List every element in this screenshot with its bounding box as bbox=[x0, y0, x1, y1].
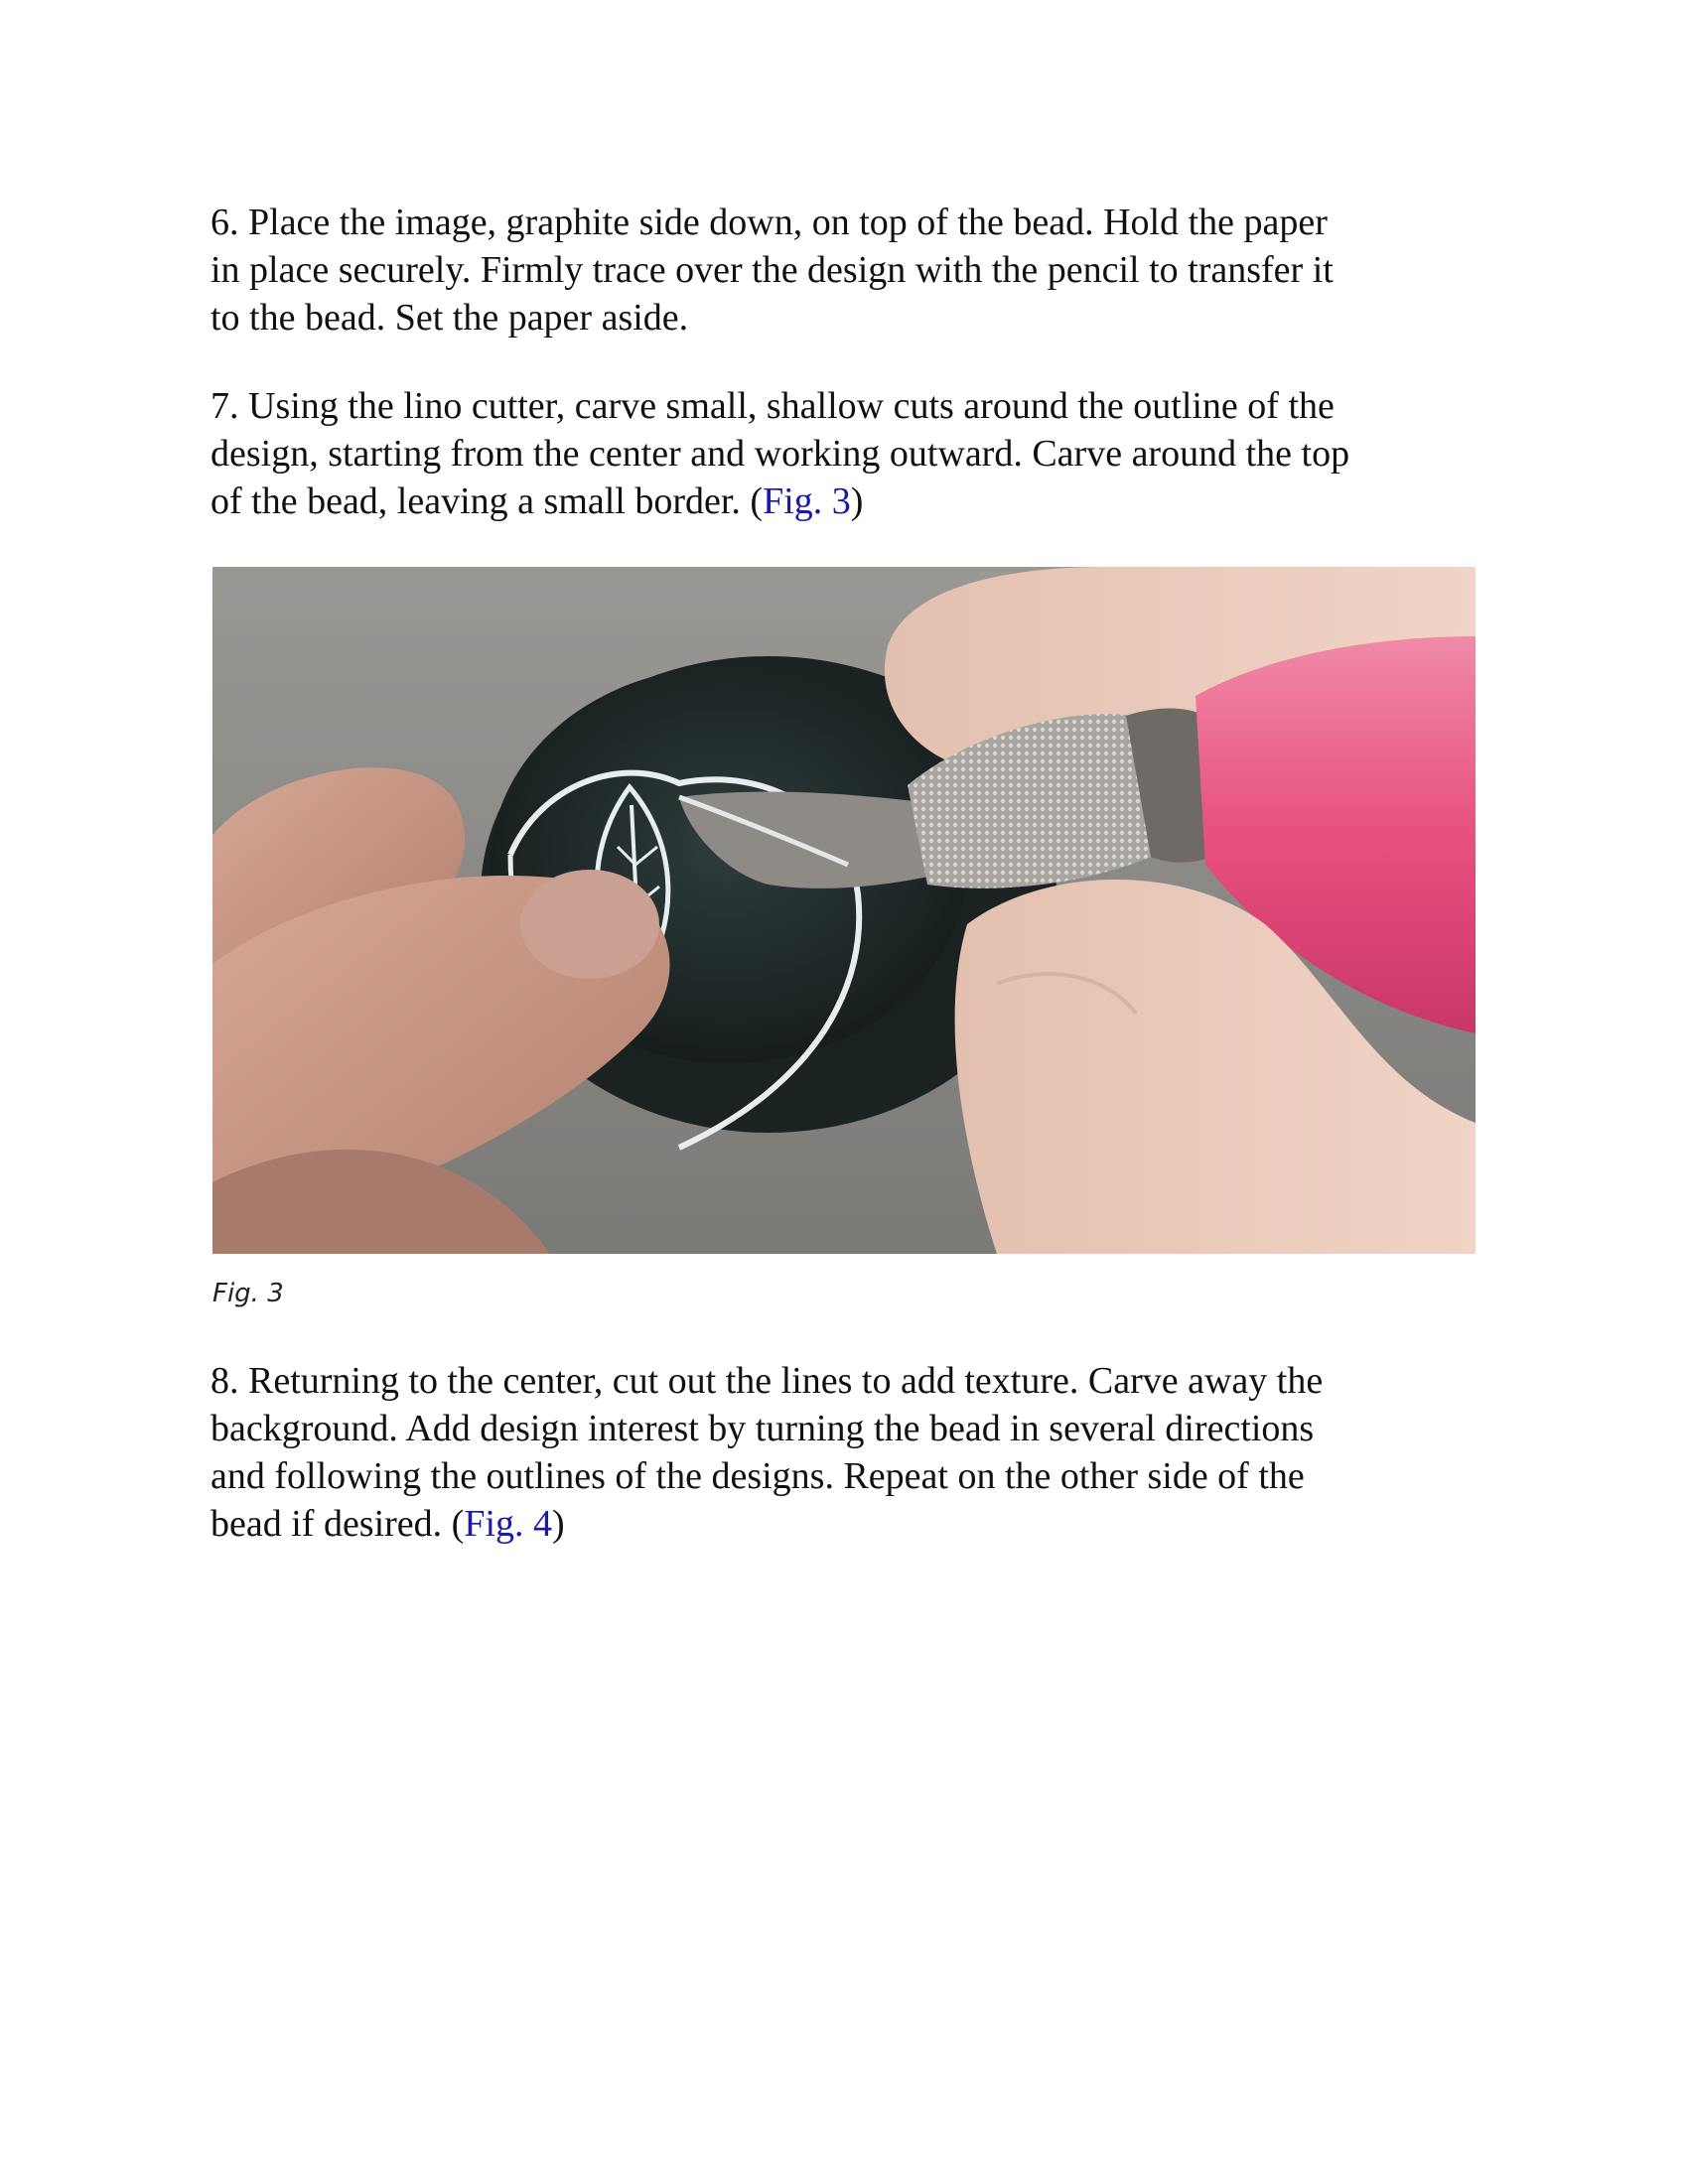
step-7-line-2: design, starting from the center and working outward. Carve around the top bbox=[211, 433, 1350, 475]
bead-carving-photo-illustration bbox=[212, 567, 1476, 1254]
step-7-line-3-end: ) bbox=[850, 480, 864, 522]
step-8-line-1: 8. Returning to the center, cut out the lines to add texture. Carve away the bbox=[211, 1360, 1324, 1402]
step-7-line-3-text: of the bead, leaving a small border. ( bbox=[211, 480, 764, 522]
step-8-line-4-text: bead if desired. ( bbox=[211, 1503, 465, 1545]
step-8-line-4-end: ) bbox=[552, 1503, 565, 1545]
step-8-paragraph bbox=[211, 1357, 1491, 1548]
fig-4-link[interactable]: Fig. 4 bbox=[464, 1503, 553, 1545]
figure-3-photo bbox=[212, 567, 1476, 1254]
step-6-line-1: 6. Place the image, graphite side down, on top of the bead. Hold the paper bbox=[211, 202, 1328, 243]
step-6-line-3: to the bead. Set the paper aside. bbox=[211, 297, 689, 339]
step-8-line-2: background. Add design interest by turning the bead in several directions bbox=[211, 1408, 1315, 1449]
figure-3-caption: Fig. 3 bbox=[212, 1279, 284, 1308]
step-7-line-3 bbox=[211, 478, 1491, 525]
step-6-paragraph bbox=[211, 199, 1491, 341]
step-8-line-4 bbox=[211, 1500, 1491, 1548]
step-8-line-3: and following the outlines of the designs. Repeat on the other side of the bbox=[211, 1455, 1305, 1497]
fig-3-link[interactable]: Fig. 3 bbox=[763, 480, 851, 522]
step-7-line-1: 7. Using the lino cutter, carve small, shallow cuts around the outline of the bbox=[211, 385, 1335, 427]
step-7-paragraph bbox=[211, 382, 1491, 525]
step-6-line-2: in place securely. Firmly trace over the design with the pencil to transfer it bbox=[211, 249, 1334, 291]
